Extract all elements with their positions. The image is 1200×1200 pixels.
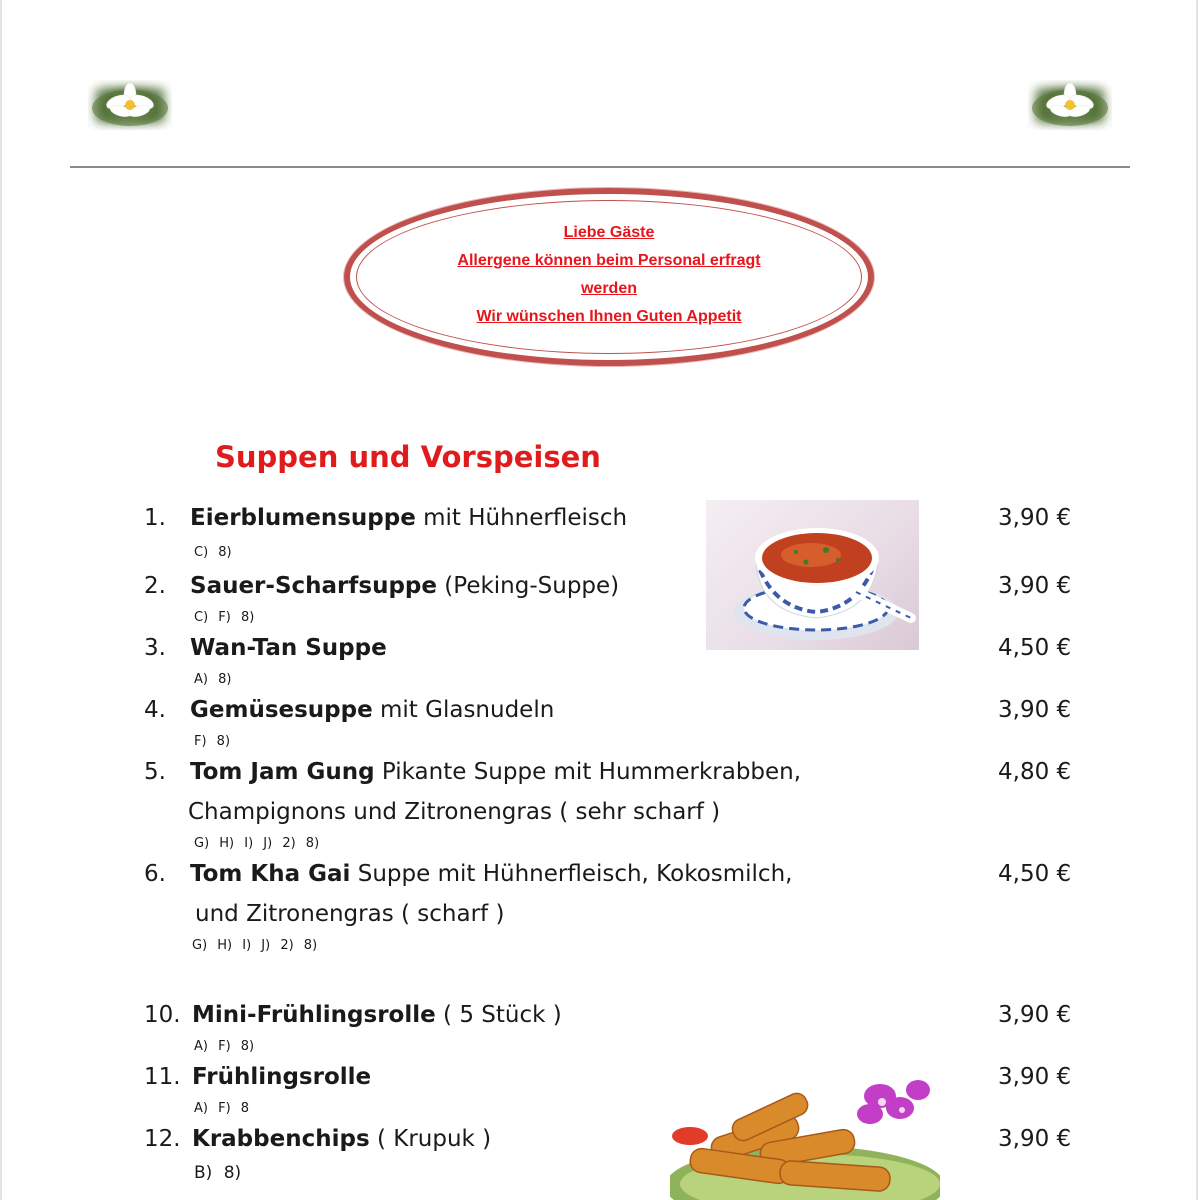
item-name	[190, 759, 801, 785]
item-allergens: C) F) 8)	[194, 610, 255, 625]
notice-text	[0, 219, 1200, 331]
item-allergens: A) F) 8)	[194, 1039, 255, 1054]
item-number: 6.	[144, 861, 166, 887]
item-name	[192, 1064, 371, 1090]
item-name-bold: Wan-Tan Suppe	[190, 635, 387, 661]
item-name-rest: ( Krupuk )	[369, 1126, 492, 1152]
item-price: 3,90 €	[998, 697, 1072, 723]
item-number: 2.	[144, 573, 166, 599]
item-allergens: A) 8)	[194, 672, 232, 687]
item-number: 10.	[144, 1002, 181, 1028]
item-name-bold: Gemüsesuppe	[190, 697, 373, 723]
lotus-flower-image-left	[88, 80, 172, 130]
item-name	[190, 505, 627, 531]
item-number: 1.	[144, 505, 166, 531]
item-name	[192, 1126, 491, 1152]
soup-photo	[706, 500, 919, 650]
item-name-bold: Mini-Frühlingsrolle	[192, 1002, 436, 1028]
item-name-bold: Sauer-Scharfsuppe	[190, 573, 437, 599]
item-price: 3,90 €	[998, 505, 1072, 531]
item-name-bold: Tom Jam Gung	[190, 759, 375, 785]
item-number: 5.	[144, 759, 166, 785]
item-name-rest: (Peking-Suppe)	[436, 573, 620, 599]
item-number: 12.	[144, 1126, 181, 1152]
item-price: 4,50 €	[998, 861, 1072, 887]
section-title: Suppen und Vorspeisen	[215, 440, 601, 474]
item-name-bold: Eierblumensuppe	[190, 505, 416, 531]
header-divider	[70, 166, 1130, 168]
notice-line-allergens: Allergene können beim Personal erfragt	[457, 252, 761, 269]
item-name	[190, 861, 792, 887]
lotus-flower-image-right	[1028, 80, 1112, 130]
item-number: 3.	[144, 635, 166, 661]
item-allergens: F) 8)	[194, 734, 231, 749]
item-name-rest: Pikante Suppe mit Hummerkrabben,	[374, 759, 802, 785]
item-price: 3,90 €	[998, 1002, 1072, 1028]
item-name-continuation: und Zitronengras ( scharf )	[195, 901, 505, 927]
item-name-bold: Frühlingsrolle	[192, 1064, 372, 1090]
notice-line-allergens-cont: werden	[580, 280, 637, 297]
item-price: 3,90 €	[998, 1064, 1072, 1090]
item-name-bold: Krabbenchips	[192, 1126, 370, 1152]
item-name-rest: mit Hühnerfleisch	[415, 505, 628, 531]
item-price: 4,80 €	[998, 759, 1072, 785]
item-name-rest: mit Glasnudeln	[372, 697, 555, 723]
spring-rolls-photo	[670, 1066, 940, 1200]
item-allergens: A) F) 8	[194, 1101, 250, 1116]
item-name-bold: Tom Kha Gai	[190, 861, 351, 887]
notice-line-greeting: Liebe Gäste	[563, 224, 655, 241]
item-allergens: G) H) I) J) 2) 8)	[192, 938, 318, 953]
item-allergens: B) 8)	[194, 1163, 242, 1183]
item-price: 4,50 €	[998, 635, 1072, 661]
item-allergens: C) 8)	[194, 545, 232, 560]
item-name-continuation: Champignons und Zitronengras ( sehr scharf )	[188, 799, 721, 825]
item-allergens: G) H) I) J) 2) 8)	[194, 836, 320, 851]
item-name	[190, 635, 387, 661]
notice-line-appetit: Wir wünschen Ihnen Guten Appetit	[476, 308, 742, 325]
item-name	[192, 1002, 562, 1028]
item-name-rest: ( 5 Stück )	[435, 1002, 562, 1028]
item-name	[190, 573, 619, 599]
item-price: 3,90 €	[998, 1126, 1072, 1152]
item-number: 11.	[144, 1064, 181, 1090]
item-name-rest: Suppe mit Hühnerfleisch, Kokosmilch,	[350, 861, 793, 887]
item-name	[190, 697, 554, 723]
item-price: 3,90 €	[998, 573, 1072, 599]
item-number: 4.	[144, 697, 166, 723]
